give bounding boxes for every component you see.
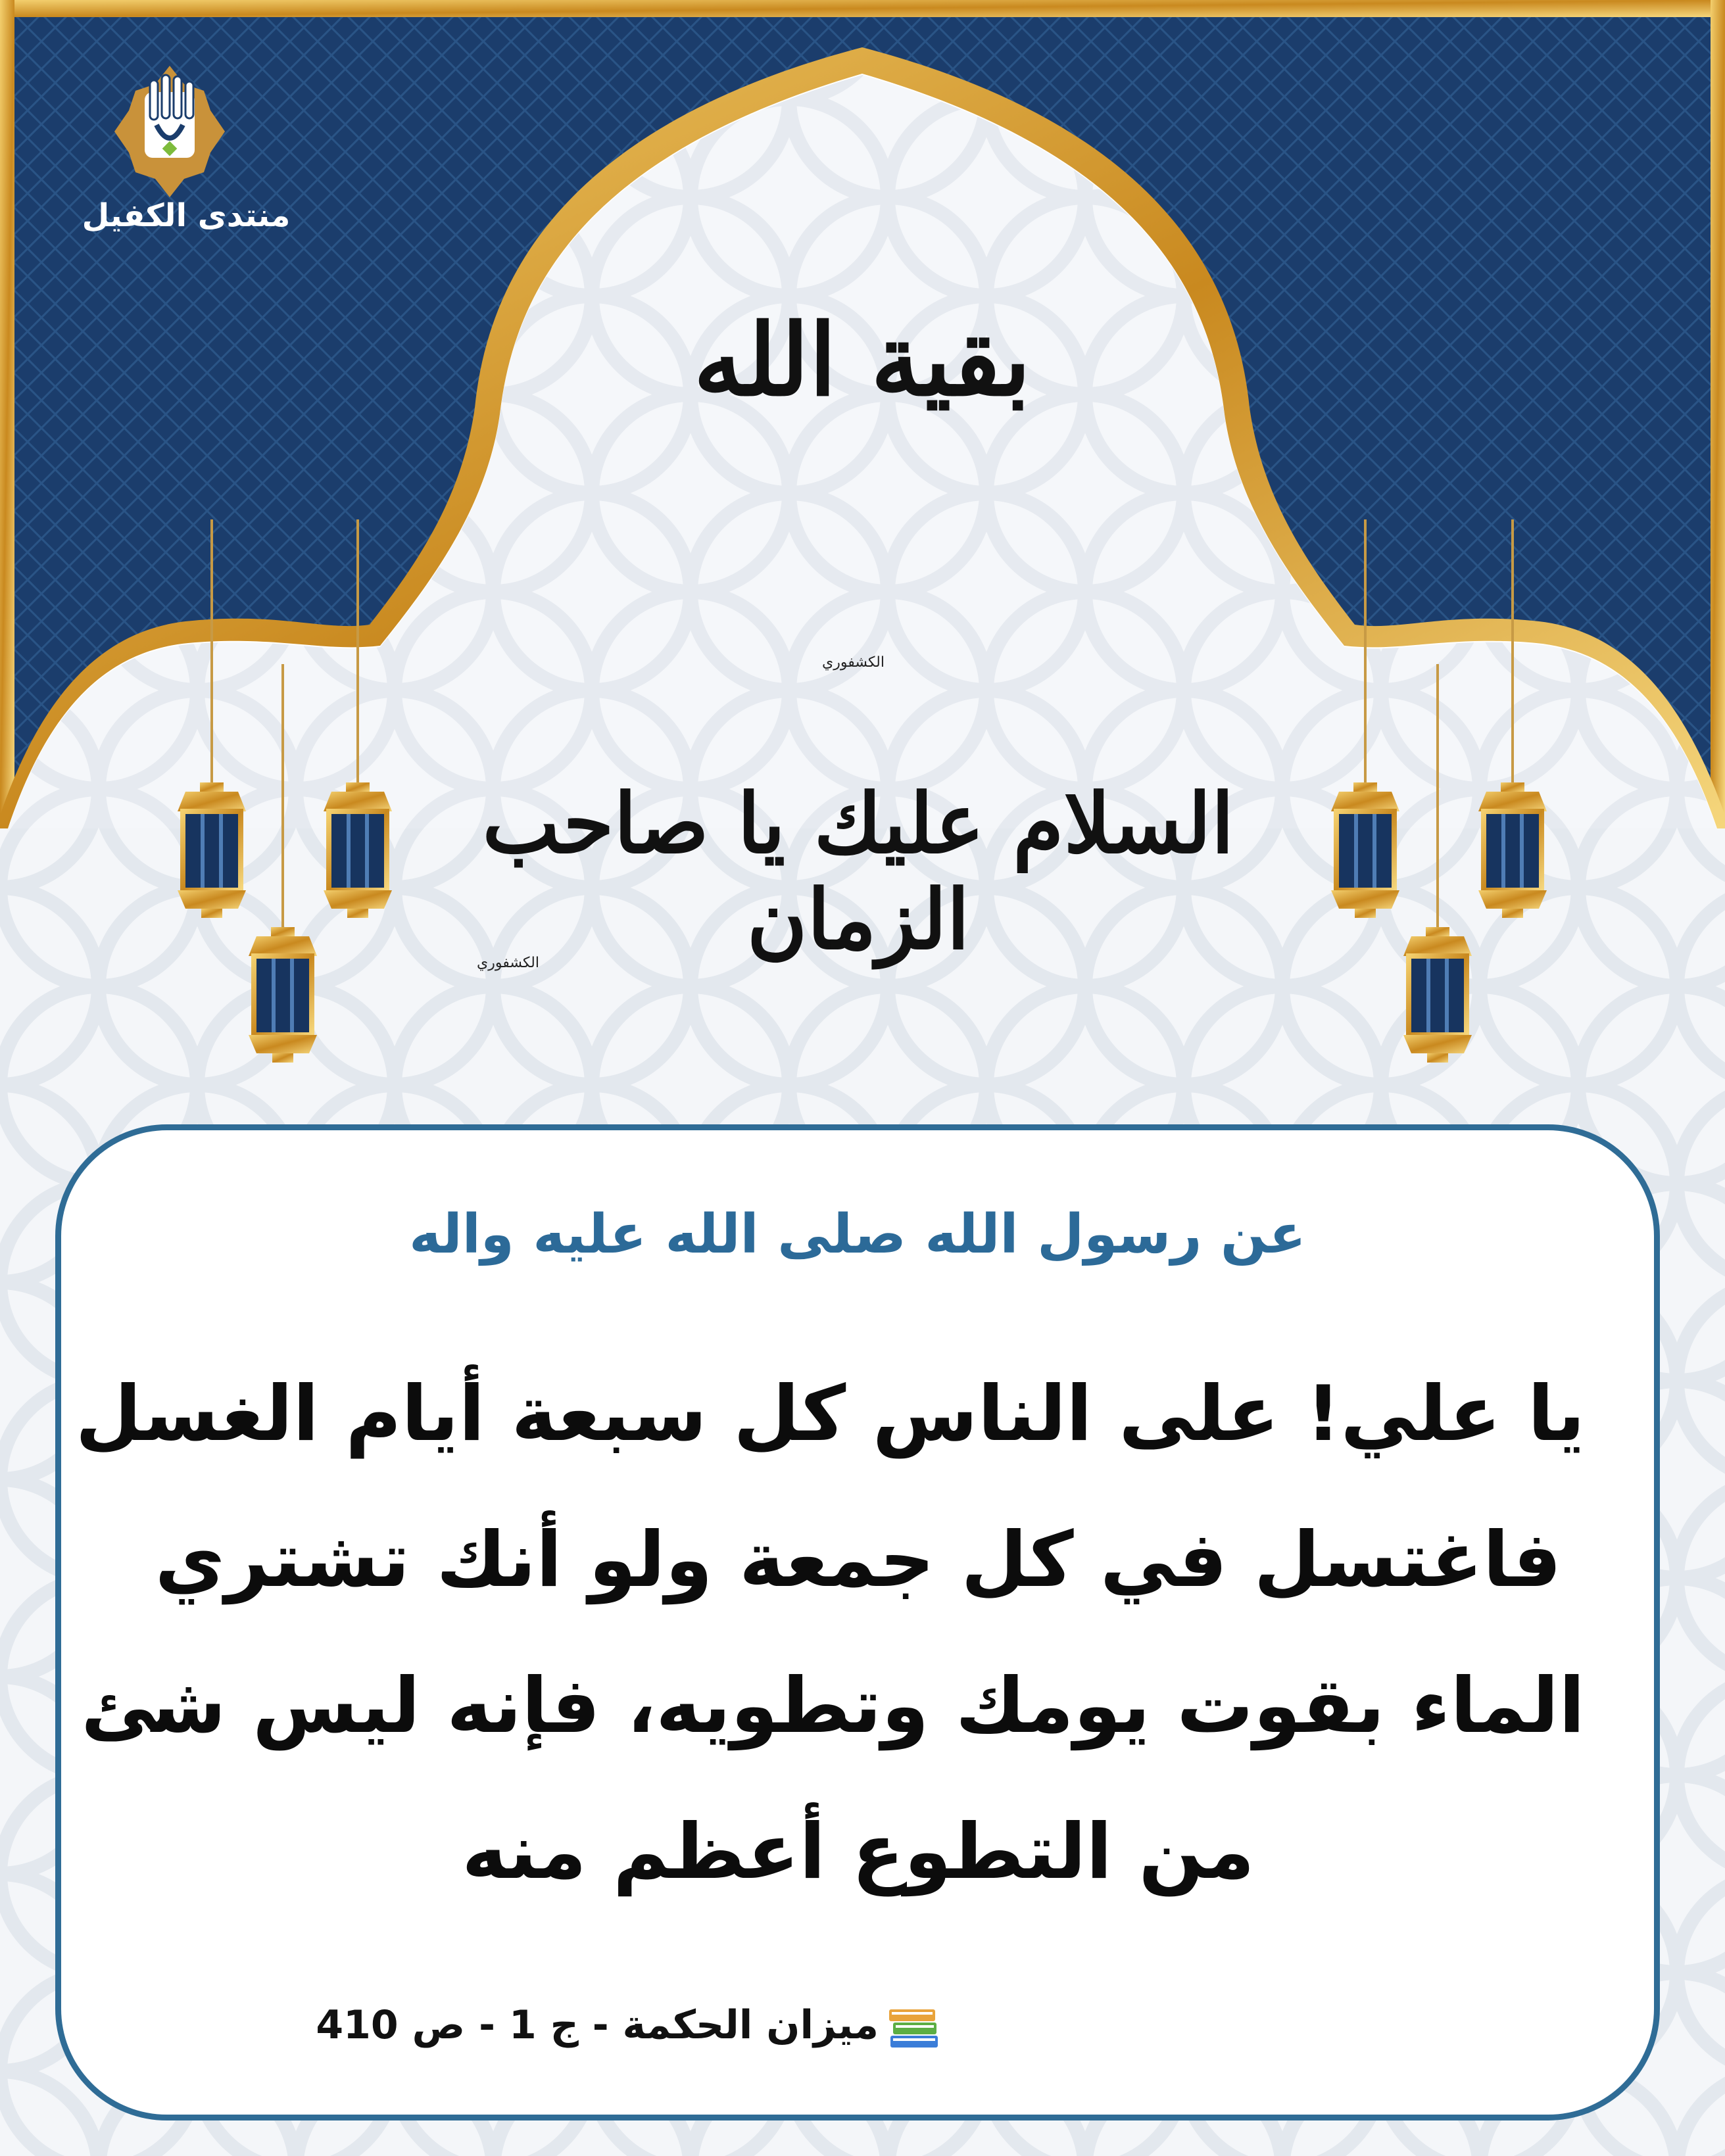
hadith-text: [75, 1341, 1585, 1925]
calligraphy-top-text: بقية الله: [693, 302, 1031, 418]
hadith-line: فاغتسل في كل جمعة ولو أنك تشتري: [155, 1516, 1562, 1604]
calligrapher-signature-2: الكشفوري: [477, 955, 539, 971]
hadith-source: [217, 2002, 940, 2050]
logo-text: منتدى الكفيل: [82, 197, 291, 234]
calligrapher-signature: الكشفوري: [822, 654, 885, 671]
calligraphy-baqiyyat-allah: [665, 302, 1059, 418]
source-text: ميزان الحكمة - ج 1 - ص 410: [316, 2002, 879, 2048]
hadith-line: من التطوع أعظم منه: [462, 1808, 1255, 1896]
calligraphy-greeting: السلام عليك يا صاحب الزمان: [482, 776, 1234, 968]
hadith-attribution: عن رسول الله صلى الله عليه واله: [409, 1203, 1306, 1266]
books-icon: [888, 2004, 940, 2050]
hadith-line: يا علي! على الناس كل سبعة أيام الغسل: [75, 1370, 1585, 1458]
hadith-line: الماء بقوت يومك وتطويه، فإنه ليس شئ: [81, 1662, 1585, 1750]
